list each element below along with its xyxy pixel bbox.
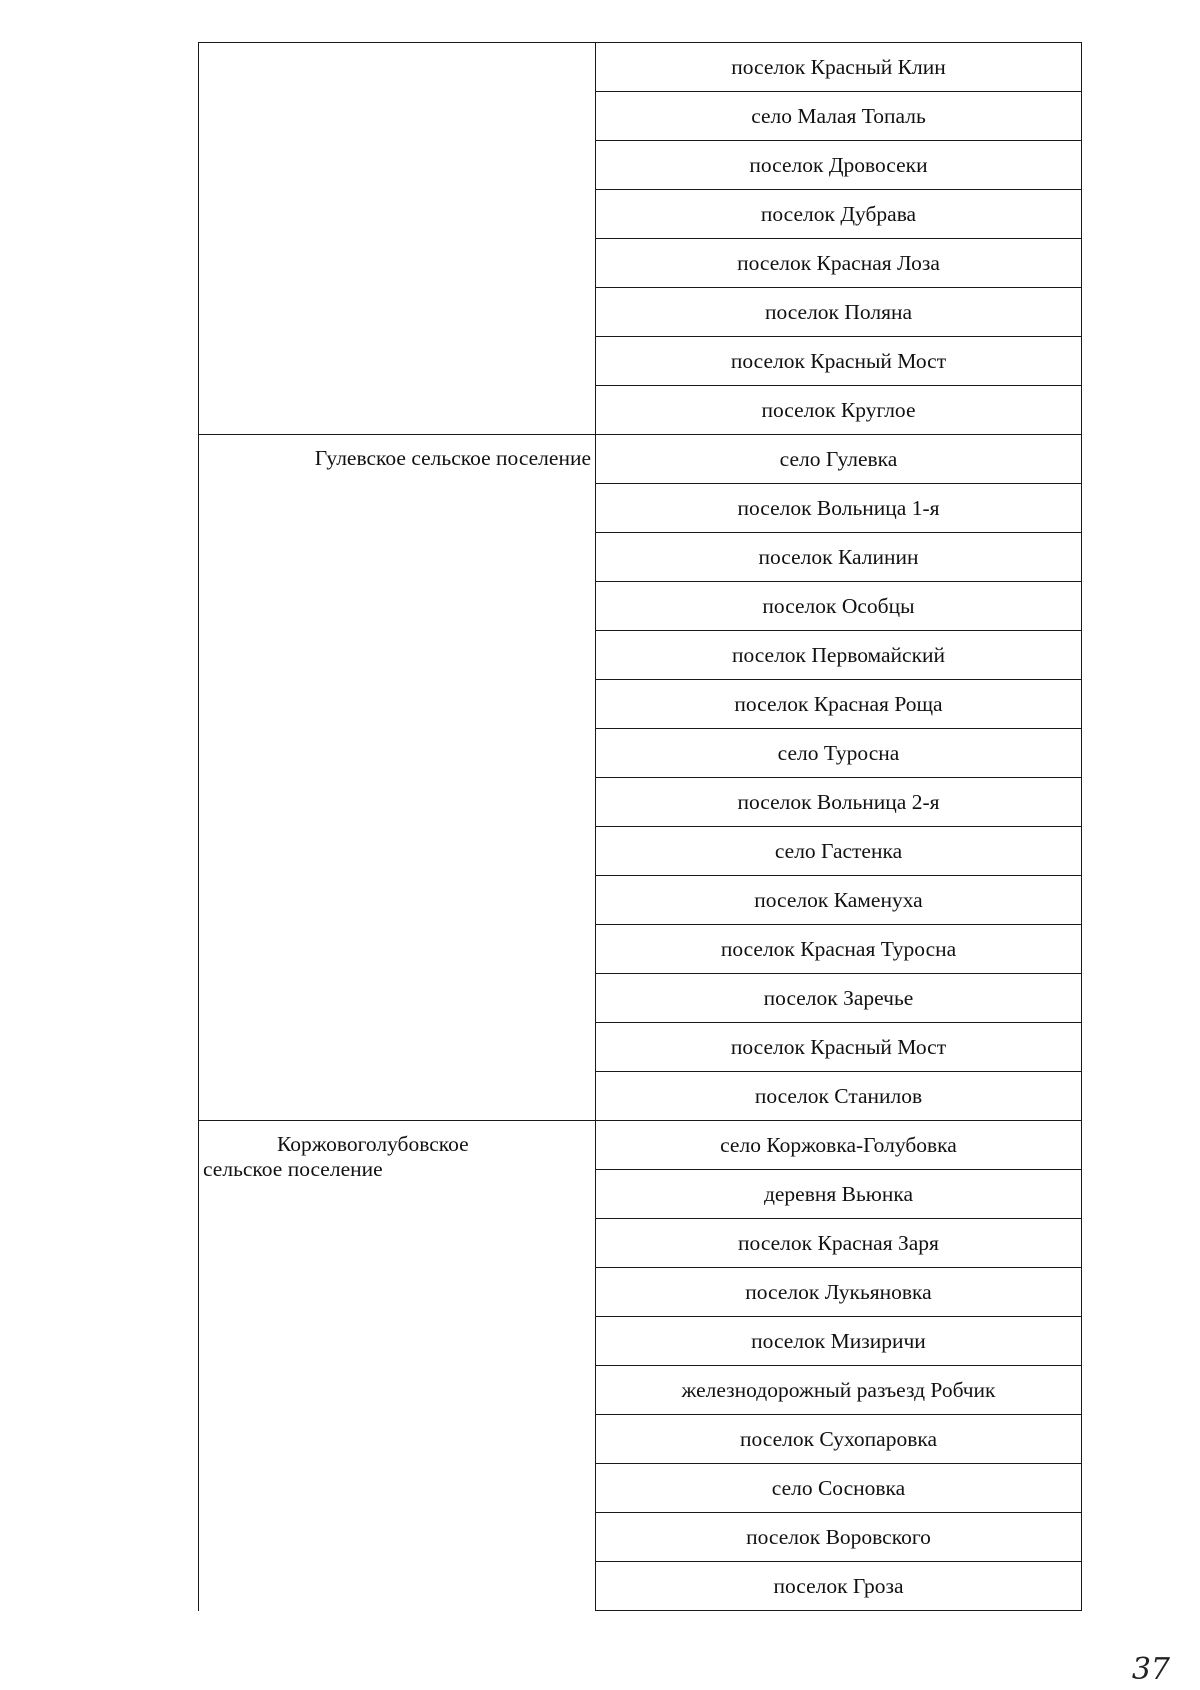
settlement-cell: поселок Красная Лоза (596, 239, 1082, 288)
settlement-cell: село Коржовка-Голубовка (596, 1121, 1082, 1170)
municipality-name-line2: сельское поселение (203, 1156, 383, 1181)
settlement-cell: поселок Станилов (596, 1072, 1082, 1121)
municipality-name-line1: Коржовоголубовское (277, 1132, 469, 1156)
settlement-cell: село Малая Топаль (596, 92, 1082, 141)
settlement-cell: поселок Мизиричи (596, 1317, 1082, 1366)
settlement-cell: поселок Красный Клин (596, 43, 1082, 92)
settlements-table (198, 42, 1082, 1611)
settlement-cell: поселок Заречье (596, 974, 1082, 1023)
settlement-cell: поселок Вольница 2-я (596, 778, 1082, 827)
settlement-cell: поселок Дубрава (596, 190, 1082, 239)
settlement-cell: поселок Калинин (596, 533, 1082, 582)
municipality-cell (199, 435, 596, 1121)
settlement-cell: поселок Лукьяновка (596, 1268, 1082, 1317)
table-row (199, 435, 1082, 484)
settlement-cell: поселок Красный Мост (596, 1023, 1082, 1072)
municipality-cell (199, 43, 596, 435)
settlement-cell: поселок Круглое (596, 386, 1082, 435)
page-number: 37 (1131, 1652, 1170, 1687)
settlement-cell: поселок Красный Мост (596, 337, 1082, 386)
settlement-cell: село Гастенка (596, 827, 1082, 876)
settlements-table-body (199, 43, 1082, 1611)
table-row (199, 1121, 1082, 1170)
settlement-cell: поселок Вольница 1-я (596, 484, 1082, 533)
settlement-cell: поселок Особцы (596, 582, 1082, 631)
settlement-cell: поселок Поляна (596, 288, 1082, 337)
municipality-cell (199, 1121, 596, 1611)
settlement-cell: поселок Каменуха (596, 876, 1082, 925)
settlement-cell: поселок Воровского (596, 1513, 1082, 1562)
settlement-cell: поселок Красная Заря (596, 1219, 1082, 1268)
settlement-cell: село Туросна (596, 729, 1082, 778)
settlement-cell: село Гулевка (596, 435, 1082, 484)
table-row (199, 43, 1082, 92)
settlement-cell: железнодорожный разъезд Робчик (596, 1366, 1082, 1415)
settlement-cell: поселок Красная Роща (596, 680, 1082, 729)
municipality-name: Гулевское сельское поселение (314, 446, 591, 470)
settlement-cell: поселок Гроза (596, 1562, 1082, 1611)
settlement-cell: поселок Дровосеки (596, 141, 1082, 190)
settlement-cell: поселок Первомайский (596, 631, 1082, 680)
settlement-cell: поселок Красная Туросна (596, 925, 1082, 974)
settlement-cell: село Сосновка (596, 1464, 1082, 1513)
settlement-cell: поселок Сухопаровка (596, 1415, 1082, 1464)
settlement-cell: деревня Вьюнка (596, 1170, 1082, 1219)
